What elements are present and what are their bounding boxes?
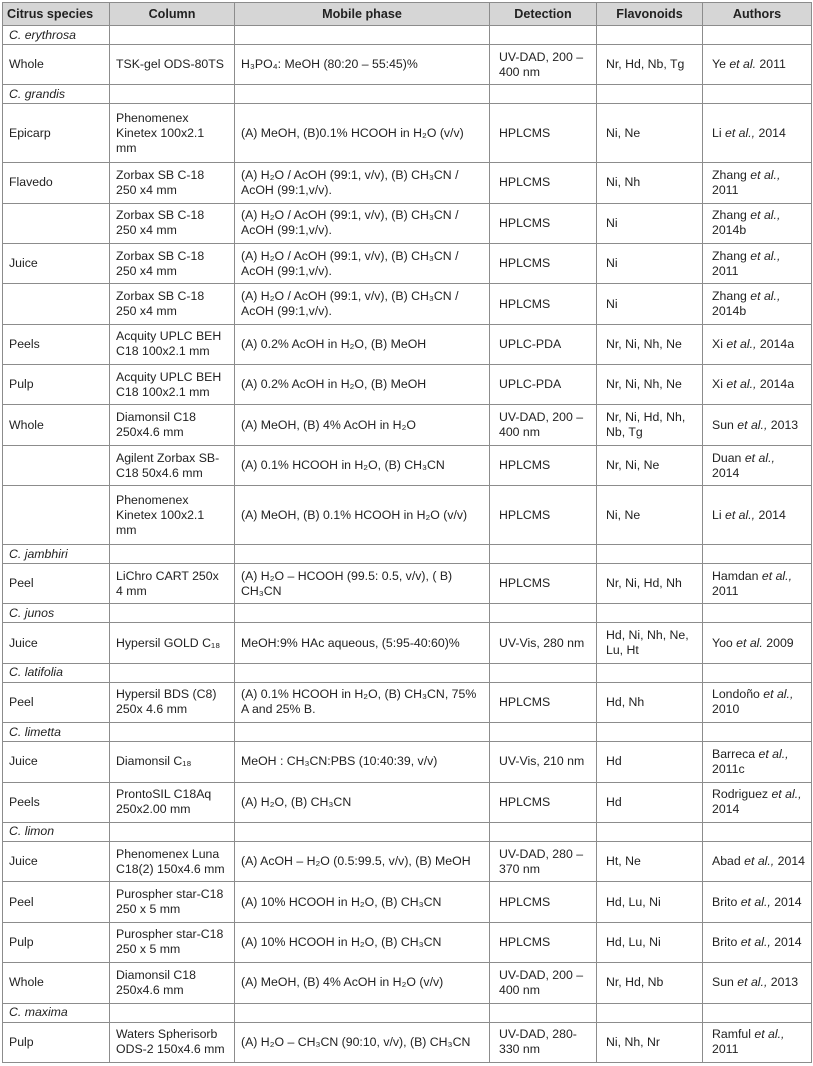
authors-cell (703, 882, 812, 922)
author-pre: Rodriguez (712, 787, 772, 802)
table-row (3, 445, 812, 485)
author-pre: Brito (712, 934, 741, 949)
author-it: et al., (754, 1027, 785, 1042)
flavonoids-cell: Ni, Ne (597, 104, 703, 163)
authors-cell (703, 405, 812, 445)
author-it: et al., (761, 568, 792, 583)
author-pre: Hamdan (712, 568, 762, 583)
species-row (3, 604, 812, 623)
authors-cell (703, 841, 812, 881)
species-name: C. maxima (3, 1003, 110, 1022)
author-post: 2014 (774, 854, 805, 869)
plant-part-cell: Whole (3, 405, 110, 445)
species-row (3, 1003, 812, 1022)
author-pre: Xi (712, 336, 727, 351)
empty-cell (703, 723, 812, 742)
header-column: Column (110, 3, 235, 26)
author-it: et al., (725, 125, 756, 140)
author-pre: Londoño (712, 687, 764, 702)
plant-part-cell (3, 445, 110, 485)
mobile-phase-cell: (A) H₂O / AcOH (99:1, v/v), (B) CH₃CN / AcOH (99:1,v/v). (235, 203, 490, 243)
author-it: et al., (740, 934, 771, 949)
column-cell: Zorbax SB C-18 250 x4 mm (110, 243, 235, 283)
author-pre: Brito (712, 894, 741, 909)
mobile-phase-cell: (A) H₂O – CH₃CN (90:10, v/v), (B) CH₃CN (235, 1022, 490, 1062)
detection-cell: UV-Vis, 210 nm (490, 742, 597, 782)
author-pre: Sun (712, 975, 738, 990)
table-row (3, 104, 812, 163)
column-cell: LiChro CART 250x 4 mm (110, 564, 235, 604)
flavonoids-cell: Nr, Hd, Nb (597, 963, 703, 1003)
flavonoids-cell: Hd, Lu, Ni (597, 922, 703, 962)
header-detection: Detection (490, 3, 597, 26)
empty-cell (703, 663, 812, 682)
flavonoids-cell: Hd, Ni, Nh, Ne, Lu, Ht (597, 623, 703, 663)
empty-cell (490, 604, 597, 623)
empty-cell (110, 663, 235, 682)
empty-cell (110, 604, 235, 623)
author-pre: Yoo (712, 635, 737, 650)
plant-part-cell: Whole (3, 45, 110, 85)
species-name: C. erythrosa (3, 26, 110, 45)
author-post: 2011 (756, 57, 786, 72)
species-name: C. limetta (3, 723, 110, 742)
detection-cell: HPLCMS (490, 104, 597, 163)
table-row (3, 203, 812, 243)
plant-part-cell: Juice (3, 623, 110, 663)
flavonoids-cell: Nr, Hd, Nb, Tg (597, 45, 703, 85)
empty-cell (235, 604, 490, 623)
empty-cell (703, 85, 812, 104)
column-cell: Purospher star-C18 250 x 5 mm (110, 882, 235, 922)
mobile-phase-cell: (A) MeOH, (B) 4% AcOH in H₂O (v/v) (235, 963, 490, 1003)
author-post: 2014 (755, 507, 786, 522)
author-post: 2011c (712, 761, 745, 776)
authors-cell (703, 782, 812, 822)
mobile-phase-cell: (A) H₂O – HCOOH (99.5: 0.5, v/v), ( B) CH₃CN (235, 564, 490, 604)
plant-part-cell: Juice (3, 243, 110, 283)
author-it: et al., (750, 167, 781, 182)
flavonoids-cell: Ni, Nh, Nr (597, 1022, 703, 1062)
author-post: 2013 (767, 975, 799, 990)
column-cell: Agilent Zorbax SB-C18 50x4.6 mm (110, 445, 235, 485)
plant-part-cell: Peels (3, 782, 110, 822)
mobile-phase-cell: (A) H₂O / AcOH (99:1, v/v), (B) CH₃CN / AcOH (99:1,v/v). (235, 163, 490, 203)
mobile-phase-cell: MeOH:9% HAc aqueous, (5:95-40:60)% (235, 623, 490, 663)
mobile-phase-cell: H₃PO₄: MeOH (80:20 – 55:45)% (235, 45, 490, 85)
authors-cell (703, 203, 812, 243)
empty-cell (235, 663, 490, 682)
column-cell: Acquity UPLC BEH C18 100x2.1 mm (110, 324, 235, 364)
empty-cell (703, 822, 812, 841)
empty-cell (490, 545, 597, 564)
author-post: 2014 (712, 465, 740, 480)
author-post: 2011 (712, 583, 739, 598)
mobile-phase-cell: (A) 0.2% AcOH in H₂O, (B) MeOH (235, 365, 490, 405)
authors-cell (703, 1022, 812, 1062)
plant-part-cell: Peel (3, 682, 110, 722)
author-pre: Xi (712, 377, 727, 392)
empty-cell (110, 26, 235, 45)
empty-cell (110, 1003, 235, 1022)
flavonoids-cell: Ni (597, 203, 703, 243)
column-cell: Phenomenex Kinetex 100x2.1 mm (110, 104, 235, 163)
empty-cell (110, 822, 235, 841)
empty-cell (597, 1003, 703, 1022)
mobile-phase-cell: (A) H₂O / AcOH (99:1, v/v), (B) CH₃CN / AcOH (99:1,v/v). (235, 243, 490, 283)
author-it: et al., (771, 787, 802, 802)
flavonoids-cell: Hd (597, 782, 703, 822)
author-pre: Ramful (712, 1027, 755, 1042)
authors-cell (703, 922, 812, 962)
table-body (3, 26, 812, 1063)
table-row (3, 742, 812, 782)
table-row (3, 486, 812, 545)
author-post: 2009 (762, 635, 794, 650)
plant-part-cell: Whole (3, 963, 110, 1003)
plant-part-cell (3, 486, 110, 545)
author-post: 2010 (712, 702, 740, 717)
empty-cell (490, 822, 597, 841)
authors-cell (703, 284, 812, 324)
plant-part-cell (3, 284, 110, 324)
authors-cell (703, 486, 812, 545)
author-post: 2011 (712, 263, 739, 278)
empty-cell (110, 85, 235, 104)
column-cell: Waters Spherisorb ODS-2 150x4.6 mm (110, 1022, 235, 1062)
author-it: et al., (726, 336, 757, 351)
empty-cell (110, 723, 235, 742)
flavonoids-cell: Nr, Ni, Nh, Ne (597, 365, 703, 405)
author-it: et al., (763, 687, 794, 702)
table-row (3, 1022, 812, 1062)
mobile-phase-cell: (A) MeOH, (B) 4% AcOH in H₂O (235, 405, 490, 445)
author-post: 2011 (712, 1042, 739, 1057)
species-row (3, 85, 812, 104)
mobile-phase-cell: (A) AcOH – H₂O (0.5:99.5, v/v), (B) MeOH (235, 841, 490, 881)
empty-cell (235, 545, 490, 564)
detection-cell: UV-DAD, 280 – 370 nm (490, 841, 597, 881)
author-pre: Zhang (712, 167, 751, 182)
table-row (3, 841, 812, 881)
table-row (3, 682, 812, 722)
author-pre: Barreca (712, 746, 759, 761)
column-cell: Phenomenex Kinetex 100x2.1 mm (110, 486, 235, 545)
column-cell: Diamonsil C18 250x4.6 mm (110, 963, 235, 1003)
empty-cell (597, 663, 703, 682)
column-cell: Hypersil GOLD C₁₈ (110, 623, 235, 663)
author-it: et al., (726, 377, 757, 392)
mobile-phase-cell: (A) H₂O, (B) CH₃CN (235, 782, 490, 822)
mobile-phase-cell: (A) MeOH, (B)0.1% HCOOH in H₂O (v/v) (235, 104, 490, 163)
author-it: et al., (750, 248, 781, 263)
author-it: et al., (750, 208, 781, 223)
author-pre: Li (712, 507, 725, 522)
authors-cell (703, 163, 812, 203)
author-it: et al. (736, 635, 763, 650)
empty-cell (235, 1003, 490, 1022)
table-row (3, 243, 812, 283)
table-row (3, 365, 812, 405)
column-cell: Acquity UPLC BEH C18 100x2.1 mm (110, 365, 235, 405)
plant-part-cell: Pulp (3, 922, 110, 962)
header-authors: Authors (703, 3, 812, 26)
column-cell: Purospher star-C18 250 x 5 mm (110, 922, 235, 962)
flavonoids-cell: Ni, Ne (597, 486, 703, 545)
column-cell: Zorbax SB C-18 250 x4 mm (110, 163, 235, 203)
empty-cell (597, 822, 703, 841)
column-cell: Phenomenex Luna C18(2) 150x4.6 mm (110, 841, 235, 881)
empty-cell (597, 545, 703, 564)
empty-cell (597, 26, 703, 45)
authors-cell (703, 623, 812, 663)
detection-cell: UV-DAD, 200 – 400 nm (490, 45, 597, 85)
authors-cell (703, 104, 812, 163)
flavonoids-cell: Ni (597, 243, 703, 283)
author-post: 2014 (770, 934, 802, 949)
detection-cell: HPLCMS (490, 243, 597, 283)
empty-cell (490, 85, 597, 104)
species-name: C. latifolia (3, 663, 110, 682)
empty-cell (703, 1003, 812, 1022)
plant-part-cell: Peel (3, 882, 110, 922)
author-pre: Sun (712, 417, 738, 432)
flavonoids-cell: Nr, Ni, Hd, Nh, Nb, Tg (597, 405, 703, 445)
flavonoids-cell: Hd (597, 742, 703, 782)
detection-cell: HPLCMS (490, 564, 597, 604)
flavonoids-cell: Ni, Nh (597, 163, 703, 203)
author-post: 2014b (712, 223, 747, 238)
empty-cell (110, 545, 235, 564)
table-row (3, 564, 812, 604)
table-row (3, 405, 812, 445)
author-pre: Abad (712, 854, 745, 869)
species-row (3, 723, 812, 742)
author-it: et al., (744, 854, 775, 869)
authors-cell (703, 243, 812, 283)
author-it: et al., (740, 894, 771, 909)
plant-part-cell: Pulp (3, 1022, 110, 1062)
table-row (3, 324, 812, 364)
author-it: et al., (737, 417, 768, 432)
author-pre: Ye (712, 57, 730, 72)
detection-cell: HPLCMS (490, 163, 597, 203)
header-row (3, 3, 812, 26)
empty-cell (597, 85, 703, 104)
flavonoids-cell: Ni (597, 284, 703, 324)
empty-cell (490, 723, 597, 742)
column-cell: TSK-gel ODS-80TS (110, 45, 235, 85)
detection-cell: HPLCMS (490, 445, 597, 485)
detection-cell: HPLCMS (490, 486, 597, 545)
author-pre: Duan (712, 450, 745, 465)
detection-cell: UV-DAD, 200 – 400 nm (490, 405, 597, 445)
author-post: 2014a (756, 336, 795, 351)
authors-cell (703, 324, 812, 364)
authors-cell (703, 445, 812, 485)
column-cell: Diamonsil C18 250x4.6 mm (110, 405, 235, 445)
plant-part-cell: Peels (3, 324, 110, 364)
flavonoids-cell: Nr, Ni, Hd, Nh (597, 564, 703, 604)
flavonoids-cell: Ht, Ne (597, 841, 703, 881)
species-name: C. limon (3, 822, 110, 841)
author-it: et al., (725, 507, 756, 522)
detection-cell: UV-Vis, 280 nm (490, 623, 597, 663)
detection-cell: HPLCMS (490, 782, 597, 822)
species-row (3, 545, 812, 564)
detection-cell: HPLCMS (490, 284, 597, 324)
flavonoids-cell: Hd, Nh (597, 682, 703, 722)
species-row (3, 822, 812, 841)
table-row (3, 623, 812, 663)
empty-cell (235, 85, 490, 104)
plant-part-cell: Epicarp (3, 104, 110, 163)
table-row (3, 882, 812, 922)
species-name: C. junos (3, 604, 110, 623)
header-mobile-phase: Mobile phase (235, 3, 490, 26)
empty-cell (597, 604, 703, 623)
table-row (3, 163, 812, 203)
detection-cell: HPLCMS (490, 203, 597, 243)
empty-cell (703, 604, 812, 623)
column-cell: ProntoSIL C18Aq 250x2.00 mm (110, 782, 235, 822)
plant-part-cell: Flavedo (3, 163, 110, 203)
flavonoids-cell: Nr, Ni, Nh, Ne (597, 324, 703, 364)
empty-cell (597, 723, 703, 742)
empty-cell (235, 822, 490, 841)
author-post: 2014 (770, 894, 802, 909)
detection-cell: HPLCMS (490, 882, 597, 922)
empty-cell (490, 1003, 597, 1022)
column-cell: Hypersil BDS (C8) 250x 4.6 mm (110, 682, 235, 722)
detection-cell: UV-DAD, 200 – 400 nm (490, 963, 597, 1003)
detection-cell: HPLCMS (490, 682, 597, 722)
detection-cell: UV-DAD, 280-330 nm (490, 1022, 597, 1062)
table-row (3, 284, 812, 324)
mobile-phase-cell: (A) 0.2% AcOH in H₂O, (B) MeOH (235, 324, 490, 364)
empty-cell (235, 723, 490, 742)
author-post: 2013 (767, 417, 799, 432)
mobile-phase-cell: (A) 10% HCOOH in H₂O, (B) CH₃CN (235, 922, 490, 962)
authors-cell (703, 742, 812, 782)
plant-part-cell: Juice (3, 742, 110, 782)
author-pre: Zhang (712, 248, 751, 263)
empty-cell (703, 545, 812, 564)
author-pre: Zhang (712, 289, 751, 303)
flavonoids-cell: Nr, Ni, Ne (597, 445, 703, 485)
empty-cell (703, 26, 812, 45)
detection-cell: UPLC-PDA (490, 324, 597, 364)
author-it: et al., (744, 450, 775, 465)
mobile-phase-cell: MeOH : CH₃CN:PBS (10:40:39, v/v) (235, 742, 490, 782)
author-post: 2014a (756, 377, 795, 392)
detection-cell: HPLCMS (490, 922, 597, 962)
author-it: et al., (750, 289, 781, 303)
author-it: et al., (758, 746, 789, 761)
column-cell: Diamonsil C₁₈ (110, 742, 235, 782)
author-post: 2014b (712, 304, 747, 318)
author-pre: Li (712, 125, 725, 140)
authors-cell (703, 45, 812, 85)
authors-cell (703, 963, 812, 1003)
mobile-phase-cell: (A) 0.1% HCOOH in H₂O, (B) CH₃CN (235, 445, 490, 485)
plant-part-cell: Juice (3, 841, 110, 881)
header-citrus-species: Citrus species (3, 3, 110, 26)
mobile-phase-cell: (A) 10% HCOOH in H₂O, (B) CH₃CN (235, 882, 490, 922)
header-flavonoids: Flavonoids (597, 3, 703, 26)
author-pre: Zhang (712, 208, 751, 223)
plant-part-cell (3, 203, 110, 243)
empty-cell (490, 663, 597, 682)
plant-part-cell: Pulp (3, 365, 110, 405)
author-it: et al. (729, 57, 757, 72)
flavonoids-cell: Hd, Lu, Ni (597, 882, 703, 922)
table-row (3, 922, 812, 962)
authors-cell (703, 365, 812, 405)
author-post: 2014 (712, 802, 740, 817)
species-name: C. jambhiri (3, 545, 110, 564)
empty-cell (235, 26, 490, 45)
detection-cell: UPLC-PDA (490, 365, 597, 405)
species-name: C. grandis (3, 85, 110, 104)
author-post: 2011 (712, 182, 739, 197)
authors-cell (703, 564, 812, 604)
plant-part-cell: Peel (3, 564, 110, 604)
citrus-flavonoid-table (2, 2, 812, 1063)
table-row (3, 963, 812, 1003)
mobile-phase-cell: (A) H₂O / AcOH (99:1, v/v), (B) CH₃CN / AcOH (99:1,v/v). (235, 284, 490, 324)
species-row (3, 26, 812, 45)
empty-cell (490, 26, 597, 45)
table-row (3, 45, 812, 85)
species-row (3, 663, 812, 682)
mobile-phase-cell: (A) MeOH, (B) 0.1% HCOOH in H₂O (v/v) (235, 486, 490, 545)
author-it: et al., (737, 975, 768, 990)
mobile-phase-cell: (A) 0.1% HCOOH in H₂O, (B) CH₃CN, 75% A and 25% B. (235, 682, 490, 722)
author-post: 2014 (755, 125, 786, 140)
table-row (3, 782, 812, 822)
authors-cell (703, 682, 812, 722)
column-cell: Zorbax SB C-18 250 x4 mm (110, 284, 235, 324)
column-cell: Zorbax SB C-18 250 x4 mm (110, 203, 235, 243)
